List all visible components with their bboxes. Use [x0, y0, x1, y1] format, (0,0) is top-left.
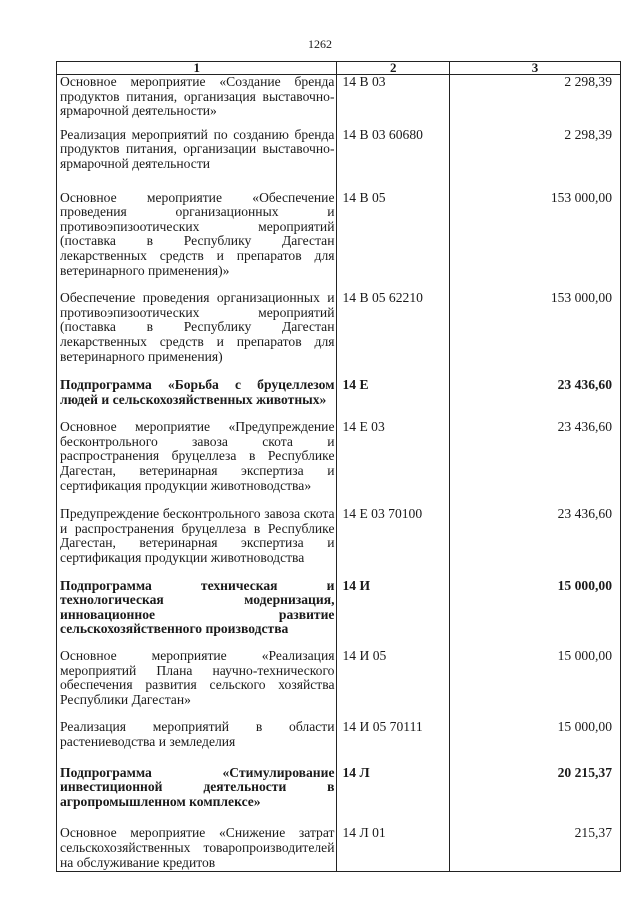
row-code-cell: 14 Л 01 [337, 826, 450, 871]
row-name-cell: Подпрограмма техническая и технологическая модернизация, инновационное развитие сельскохозяйственного производства [57, 579, 337, 649]
table-row [57, 507, 621, 578]
row-name-cell: Обеспечение проведения организационных и противоэпизоотических мероприятий (поставка в Республику Дагестан лекарственных средств и препаратов для ветеринарного применения) [57, 291, 337, 378]
row-amount-cell: 23 436,60 [450, 507, 621, 578]
row-name-cell: Основное мероприятие «Реализация мероприятий Плана научно-технического обеспечения развития сельского хозяйства Республики Дагестан» [57, 649, 337, 720]
row-amount-cell: 2 298,39 [450, 75, 621, 128]
table-row [57, 766, 621, 827]
row-code-cell: 14 И 05 [337, 649, 450, 720]
row-code-cell: 14 Л [337, 766, 450, 827]
row-code-cell: 14 В 03 [337, 75, 450, 128]
table-header-row [57, 62, 621, 75]
table-row [57, 378, 621, 420]
row-code-cell: 14 И 05 70111 [337, 720, 450, 765]
row-name-cell: Основное мероприятие «Создание бренда продуктов питания, организация выставочно-ярмарочной деятельности» [57, 75, 337, 128]
row-amount-cell: 215,37 [450, 826, 621, 871]
row-name-cell: Реализация мероприятий по созданию бренда продуктов питания, организации выставочно-ярмарочной деятельности [57, 128, 337, 191]
table-row [57, 826, 621, 871]
row-code-cell: 14 В 05 62210 [337, 291, 450, 378]
table-body [57, 75, 621, 872]
row-amount-cell: 23 436,60 [450, 420, 621, 507]
row-code-cell: 14 Е 03 [337, 420, 450, 507]
budget-table [56, 61, 621, 872]
row-name-cell: Реализация мероприятий в области растениеводства и земледелия [57, 720, 337, 765]
column-header-1: 1 [57, 62, 337, 75]
table-row [57, 720, 621, 765]
row-code-cell: 14 Е [337, 378, 450, 420]
table-row [57, 75, 621, 128]
row-name-cell: Подпрограмма «Стимулирование инвестиционной деятельности в агропромышленном комплексе» [57, 766, 337, 827]
row-name-cell: Предупреждение бесконтрольного завоза скота и распространения бруцеллеза в Республике Дагестан, ветеринарная экспертиза и сертификация продукции животноводства [57, 507, 337, 578]
table-row [57, 649, 621, 720]
row-amount-cell: 23 436,60 [450, 378, 621, 420]
table-row [57, 191, 621, 292]
table-row [57, 579, 621, 649]
page-number: 1262 [308, 37, 332, 51]
column-header-2: 2 [337, 62, 450, 75]
row-amount-cell: 15 000,00 [450, 579, 621, 649]
row-amount-cell: 20 215,37 [450, 766, 621, 827]
table-row [57, 128, 621, 191]
table-row [57, 291, 621, 378]
row-amount-cell: 2 298,39 [450, 128, 621, 191]
row-name-cell: Основное мероприятие «Снижение затрат сельскохозяйственных товаропроизводителей на обслуживание кредитов [57, 826, 337, 871]
row-amount-cell: 15 000,00 [450, 649, 621, 720]
column-header-3: 3 [450, 62, 621, 75]
row-name-cell: Основное мероприятие «Предупреждение бесконтрольного завоза скота и распространения бруцеллеза в Республике Дагестан, ветеринарная экспертиза и сертификация продукции животноводства» [57, 420, 337, 507]
row-code-cell: 14 В 03 60680 [337, 128, 450, 191]
row-amount-cell: 153 000,00 [450, 291, 621, 378]
row-code-cell: 14 И [337, 579, 450, 649]
row-amount-cell: 153 000,00 [450, 191, 621, 292]
row-code-cell: 14 Е 03 70100 [337, 507, 450, 578]
row-name-cell: Основное мероприятие «Обеспечение проведения организационных и противоэпизоотических мероприятий (поставка в Республику Дагестан лекарственных средств и препаратов для ветеринарного применения)» [57, 191, 337, 292]
row-amount-cell: 15 000,00 [450, 720, 621, 765]
row-name-cell: Подпрограмма «Борьба с бруцеллезом людей и сельскохозяйственных животных» [57, 378, 337, 420]
table-row [57, 420, 621, 507]
row-code-cell: 14 В 05 [337, 191, 450, 292]
